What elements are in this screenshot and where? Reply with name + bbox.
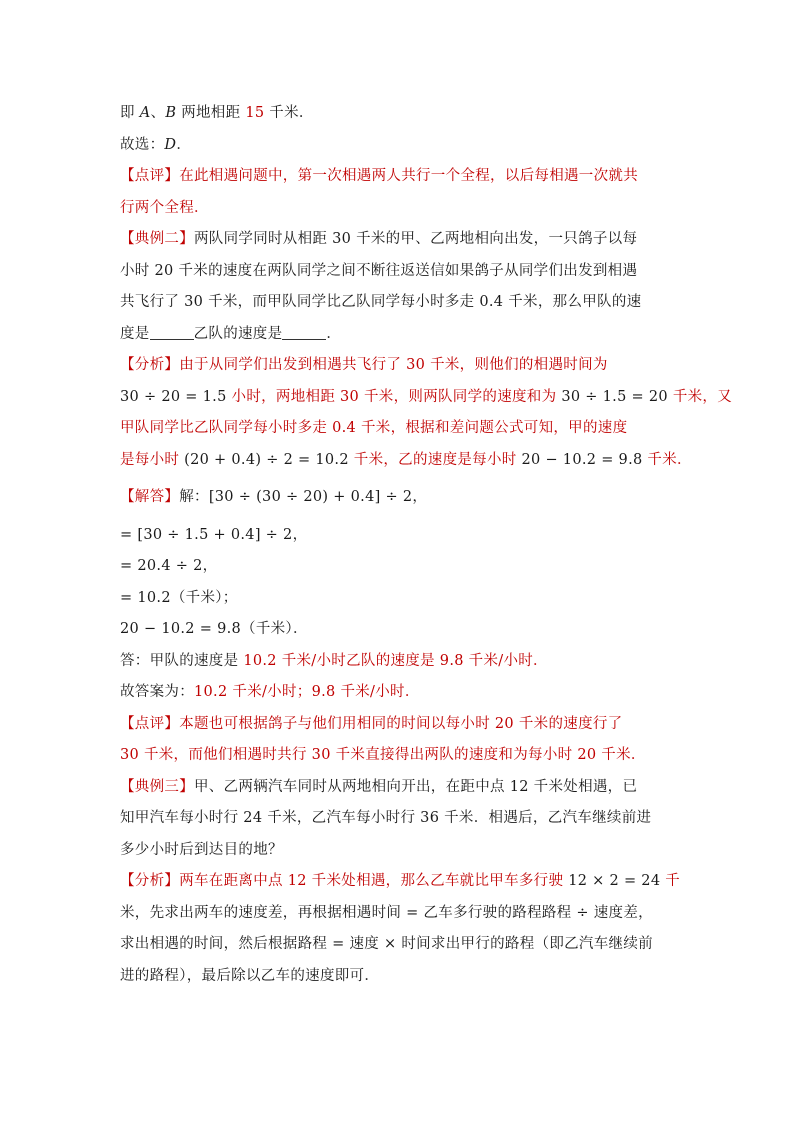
text-run: 解： — [179, 489, 209, 505]
text-run: 30 ÷ 1.5 = 20 — [561, 388, 668, 405]
text-run: A — [139, 105, 151, 121]
text-run: 30 — [340, 388, 360, 405]
text-line — [120, 256, 680, 288]
text-line — [120, 583, 680, 615]
text-run: 共飞行了 30 千米，而甲队同学比乙队同学每小时多走 0.4 千米，那么甲队的速 — [120, 294, 642, 310]
text-run: 0.4 — [332, 420, 357, 436]
text-run: = 10.2 — [120, 589, 171, 606]
text-line — [120, 350, 680, 382]
text-run: 在此相遇问题中，第一次相遇两人共行一个全程，以后每相遇一次就共 — [179, 168, 638, 184]
section-tag: 【典例三】 — [120, 778, 194, 795]
text-run: 多少小时后到达目的地？ — [120, 841, 283, 858]
text-run: 故选： — [120, 136, 165, 153]
text-run: （千米）； — [170, 589, 238, 606]
text-line — [120, 772, 680, 804]
section-tag: 【分析】 — [120, 357, 180, 373]
section-tag: 【典例二】 — [120, 231, 194, 247]
text-run: 15 — [245, 105, 265, 121]
text-run: 20 − 10.2 = 9.8 — [521, 451, 643, 468]
text-run: 小时 20 千米的速度在两队同学之间不断往返送信如果鸽子从同学们出发到相遇 — [120, 262, 638, 279]
text-line — [120, 898, 680, 930]
text-line — [120, 835, 680, 867]
text-run: 小时，两地相距 — [226, 388, 341, 405]
text-run: 故答案为： — [120, 684, 194, 700]
text-run: (20 + 0.4) ÷ 2 = 10.2 — [184, 451, 349, 468]
text-run: ． — [176, 136, 192, 153]
text-run: 行两个全程． — [120, 199, 209, 216]
section-tag: 【解答】 — [120, 489, 180, 505]
text-line — [120, 193, 680, 225]
text-run: 乙队的速度是 — [193, 325, 283, 342]
text-run: 、 — [150, 105, 166, 121]
text-line — [120, 382, 733, 414]
text-run: = [30 ÷ 1.5 + 0.4] ÷ 2 — [120, 526, 293, 543]
text-run: 千米． — [642, 451, 692, 468]
text-run: 甲队同学比乙队同学每小时多走 — [120, 420, 333, 436]
text-run: 30 ÷ 20 = 1.5 — [120, 388, 227, 405]
text-line — [120, 287, 680, 319]
text-run: 答：甲队的速度是 — [120, 652, 244, 669]
text-run: = 20.4 ÷ 2 — [120, 558, 203, 574]
text-line — [120, 445, 692, 477]
section-tag: 【点评】 — [120, 715, 180, 732]
document-body — [120, 98, 733, 992]
text-run: 千米，又 — [667, 388, 733, 405]
text-line — [120, 929, 680, 961]
text-line — [120, 709, 680, 741]
text-run: （千米）． — [241, 621, 308, 637]
text-line — [120, 161, 680, 193]
answer-blank — [282, 325, 326, 340]
text-run: 即 — [120, 105, 140, 121]
text-run: 是每小时 — [120, 451, 185, 468]
text-line — [120, 413, 680, 445]
text-line — [120, 614, 680, 646]
text-run: 10.2 千米/小时乙队的速度是 9.8 千米/小时． — [243, 652, 548, 669]
text-run: 知甲汽车每小时行 24 千米，乙汽车每小时行 36 千米．相遇后，乙汽车继续前进 — [120, 810, 652, 826]
text-line — [120, 646, 680, 678]
text-run: 千 — [660, 873, 681, 889]
section-tag: 【点评】 — [120, 168, 180, 184]
text-run: B — [165, 105, 177, 121]
text-line — [120, 482, 680, 514]
text-run: 进的路程），最后除以乙车的速度即可． — [120, 967, 380, 984]
section-tag: 【分析】 — [120, 873, 180, 889]
text-line — [120, 551, 680, 583]
text-run: 本题也可根据鸽子与他们用相同的时间以每小时 20 千米的速度行了 — [179, 715, 623, 732]
text-run: 千米，乙的速度是每小时 — [348, 451, 522, 468]
text-run: 10.2 千米/小时；9.8 千米/小时． — [194, 684, 420, 700]
text-run: 12 × 2 = 24 — [568, 873, 661, 889]
text-run: ， — [202, 558, 218, 574]
text-run: 甲、乙两辆汽车同时从两地相向开出，在距中点 12 千米处相遇，已 — [194, 778, 638, 795]
text-run: 两地相距 — [176, 105, 246, 121]
text-run: D — [164, 136, 177, 153]
text-run: 米，先求出两车的速度差，再根据相遇时间 = 乙车多行驶的路程路程 ÷ 速度差， — [120, 904, 653, 921]
text-run: [30 ÷ (30 ÷ 20) + 0.4] ÷ 2 — [208, 489, 413, 505]
text-line — [120, 98, 680, 130]
answer-blank — [150, 325, 194, 340]
text-line — [120, 224, 680, 256]
text-run: 千米，则两队同学的速度和为 — [359, 388, 562, 405]
text-line — [120, 520, 680, 552]
text-line — [120, 740, 680, 772]
text-run: ． — [326, 325, 342, 342]
text-line — [120, 866, 680, 898]
text-run: 度是 — [120, 325, 150, 342]
text-run: 由于从同学们出发到相遇共飞行了 30 千米，则他们的相遇时间为 — [179, 357, 608, 373]
text-line — [120, 803, 680, 835]
text-line — [120, 677, 680, 709]
text-run: 千米． — [264, 105, 314, 121]
text-run: 千米，根据和差问题公式可知，甲的速度 — [356, 420, 628, 436]
text-run: ， — [412, 489, 428, 505]
text-run: 20 − 10.2 = 9.8 — [120, 621, 242, 637]
text-line — [120, 130, 680, 162]
text-line — [120, 961, 680, 993]
text-line — [120, 319, 680, 351]
text-run: 两队同学同时从相距 30 千米的甲、乙两地相向出发，一只鸽子以每 — [194, 231, 638, 247]
text-run: 求出相遇的时间，然后根据路程 = 速度 × 时间求出甲行的路程（即乙汽车继续前 — [120, 936, 653, 952]
text-run: ， — [292, 526, 308, 543]
text-run: 两车在距离中点 12 千米处相遇，那么乙车就比甲车多行驶 — [179, 873, 569, 889]
text-run: 30 千米，而他们相遇时共行 30 千米直接得出两队的速度和为每小时 20 千米． — [120, 747, 646, 763]
